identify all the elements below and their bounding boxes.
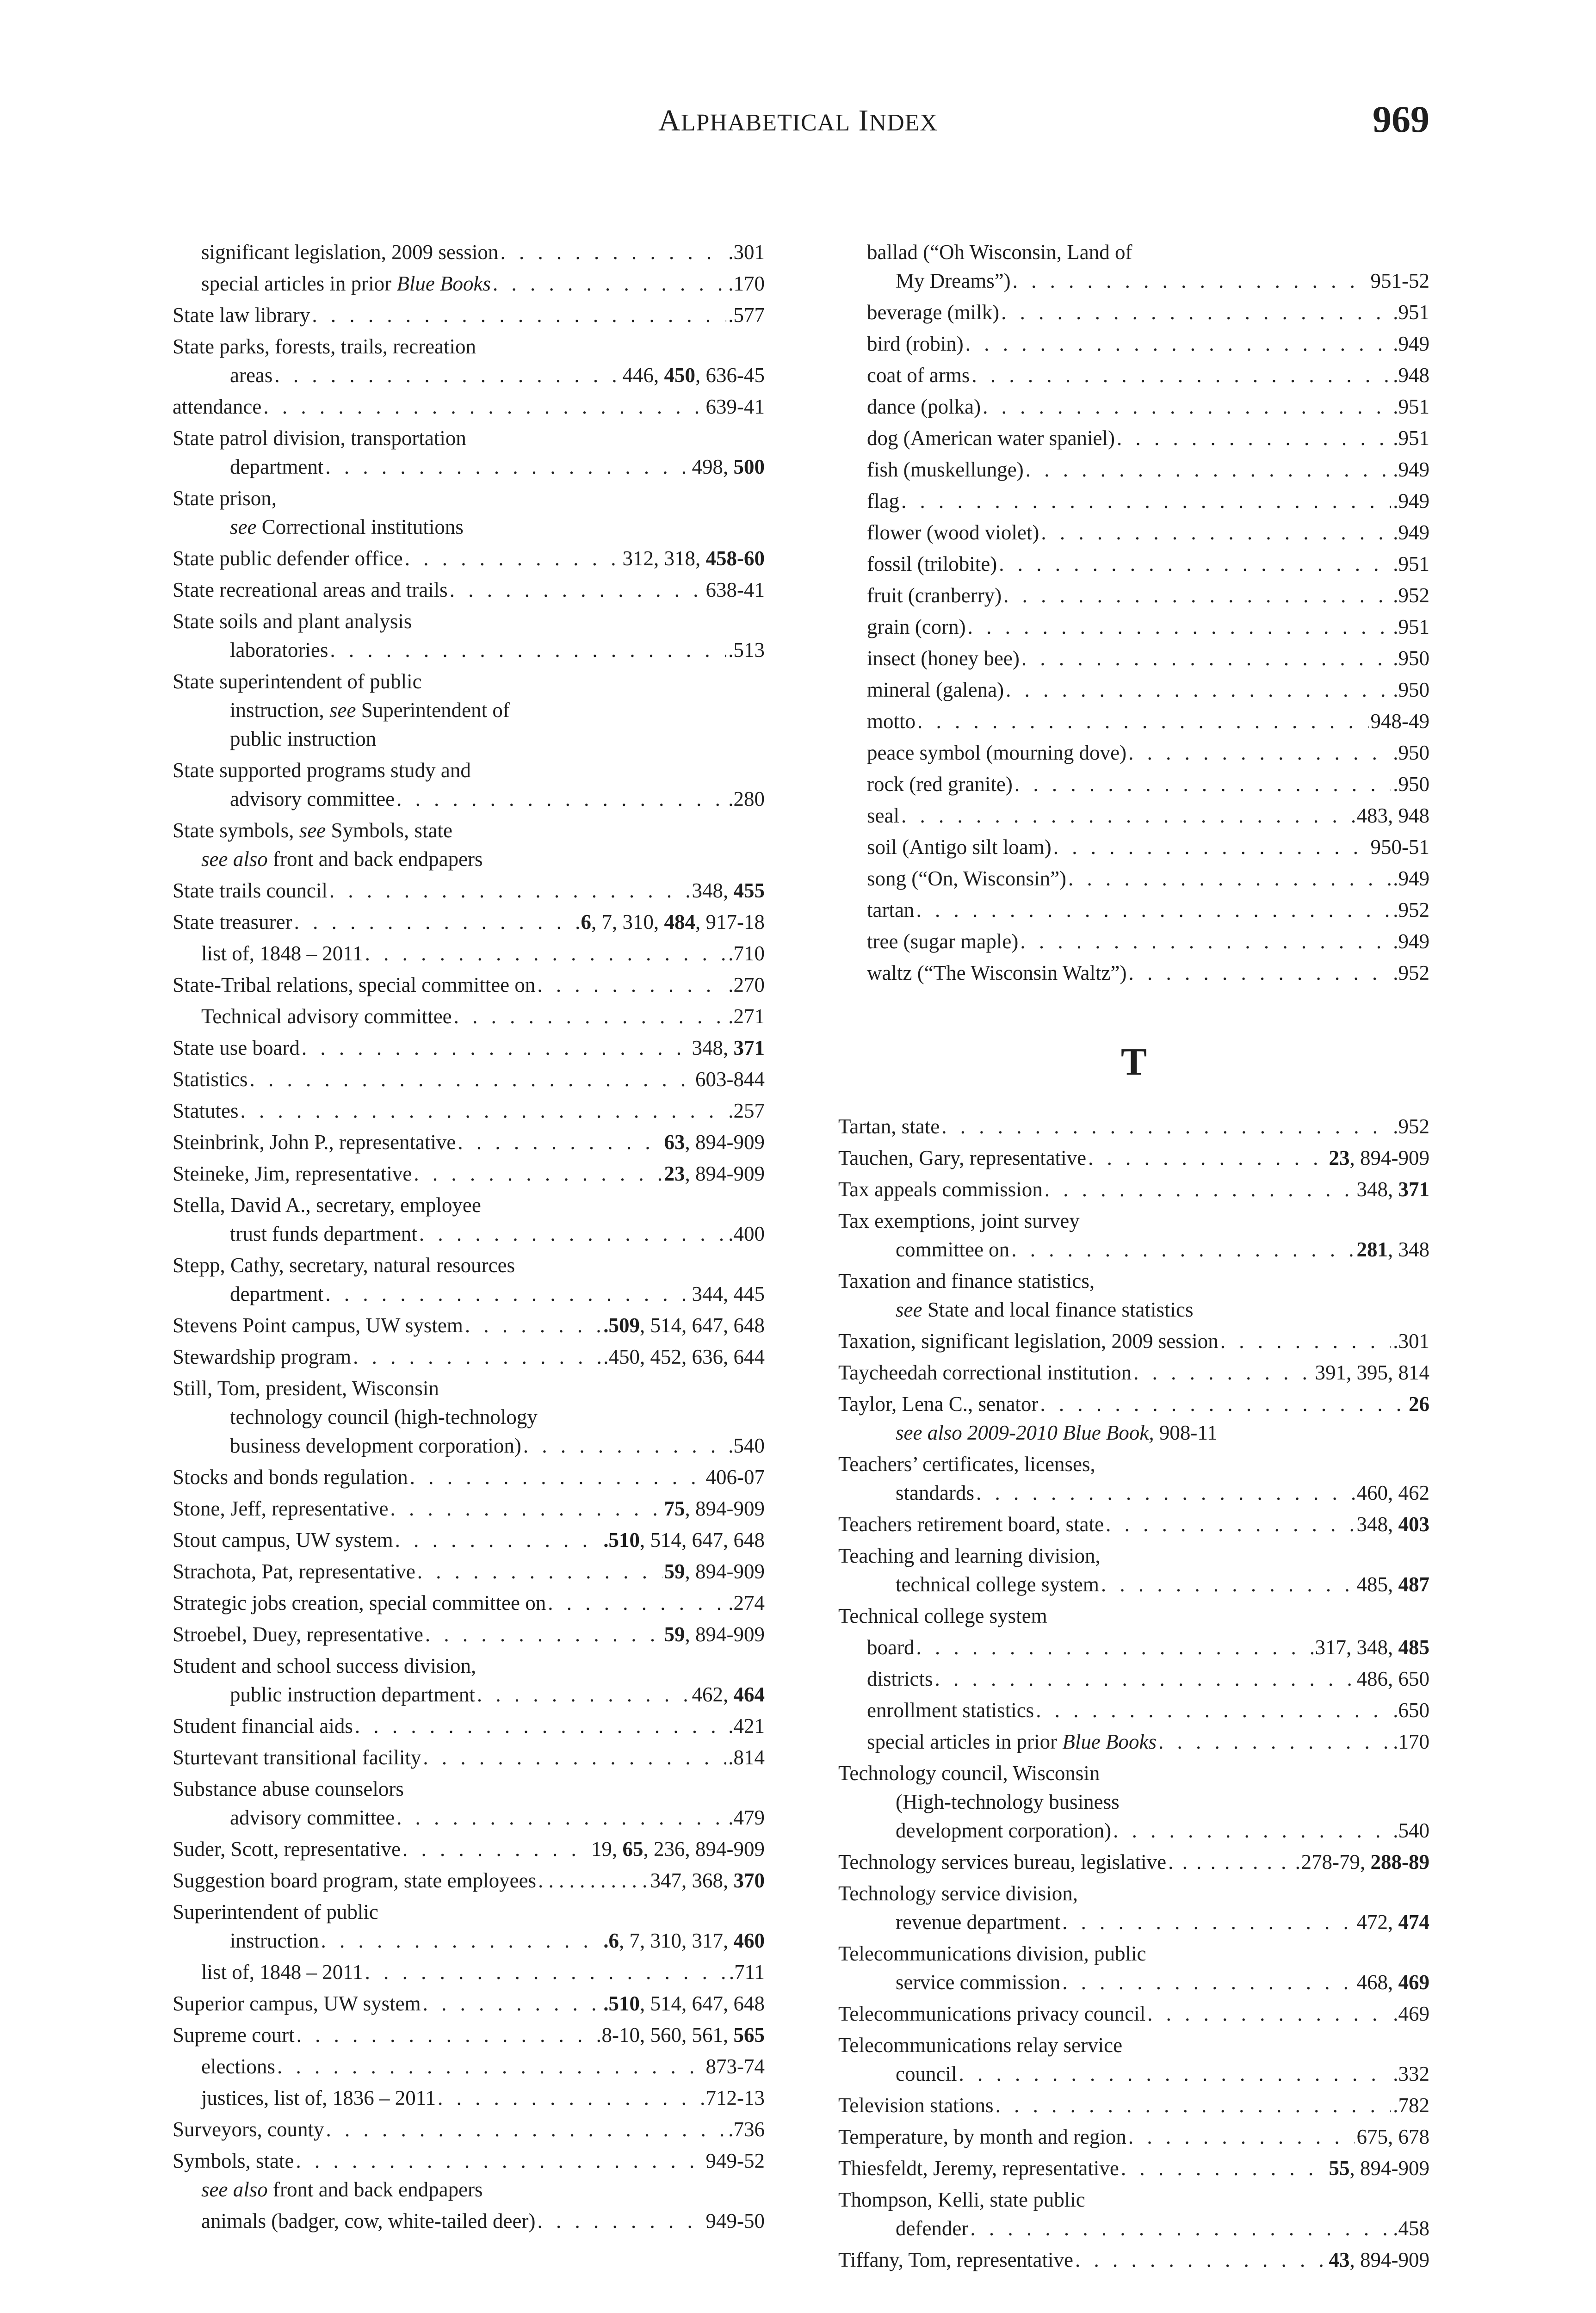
index-entry: Technology services bureau, legislative . . . 278-79, 288-89 — [838, 1848, 1429, 1876]
index-entry: Taxation and finance statistics, see State and local finance statistics — [838, 1269, 1194, 1321]
index-entry: Thompson, Kelli, state public defender . . . .458 — [838, 2185, 1429, 2243]
index-entry: special articles in prior Blue Books . . . .170 — [173, 269, 765, 298]
index-entry: Steinbrink, John P., representative . . . 63, 894-909 — [173, 1128, 765, 1156]
index-entry: insect (honey bee) . . . .950 — [838, 644, 1429, 673]
index-entry: State parks, forests, trails, recreation areas . . . 446, 450, 636-45 — [173, 332, 765, 390]
index-entry: Student financial aids . . . .421 — [173, 1712, 765, 1740]
index-entry: waltz (“The Wisconsin Waltz”) . . . .952 — [838, 959, 1429, 987]
index-entry: State law library . . . .577 — [173, 301, 765, 329]
index-entry: board . . . 317, 348, 485 — [838, 1633, 1429, 1662]
index-entry: districts . . . 486, 650 — [838, 1664, 1429, 1693]
index-entry: Thiesfeldt, Jeremy, representative . . . 55, 894-909 — [838, 2154, 1429, 2183]
index-entry: Taxation, significant legislation, 2009 session . . . .301 — [838, 1327, 1429, 1355]
index-entry: song (“On, Wisconsin”) . . . .949 — [838, 864, 1429, 893]
index-entry: flower (wood violet) . . . .949 — [838, 518, 1429, 547]
index-entry: Stout campus, UW system . . . .510, 514, 647, 648 — [173, 1526, 765, 1554]
index-entry: Telecommunications division, public service commission . . . 468, 469 — [838, 1939, 1429, 1997]
index-entry: State superintendent of public instruction, see Superintendent of public instruction — [173, 670, 510, 750]
index-entry: significant legislation, 2009 session . . . .301 — [173, 238, 765, 266]
index-entry: Superior campus, UW system . . . .510, 514, 647, 648 — [173, 1989, 765, 2018]
index-entry: Tax appeals commission . . . 348, 371 — [838, 1175, 1429, 1204]
index-entry: Statistics . . . 603-844 — [173, 1065, 765, 1094]
index-entry: Suggestion board program, state employees . . . 347, 368, 370 — [173, 1866, 765, 1895]
index-entry: attendance . . . 639-41 — [173, 392, 765, 421]
index-entry: list of, 1848 – 2011 . . . .710 — [173, 939, 765, 968]
index-entry: Sturtevant transitional facility . . . .814 — [173, 1743, 765, 1772]
index-entry: fossil (trilobite) . . . .951 — [838, 550, 1429, 578]
index-entry: Still, Tom, president, Wisconsin technology council (high-technology business development corporation) . . . .540 — [173, 1374, 765, 1460]
index-entry: Stroebel, Duey, representative . . . 59, 894-909 — [173, 1620, 765, 1649]
index-entry: Television stations . . . .782 — [838, 2091, 1429, 2120]
index-entry: special articles in prior Blue Books . . . .170 — [838, 1727, 1429, 1756]
index-entry: State patrol division, transportation department . . . 498, 500 — [173, 424, 765, 481]
index-entry: tartan . . . .952 — [838, 896, 1429, 924]
index-entry: ballad (“Oh Wisconsin, Land of My Dreams”) . . . 951-52 — [838, 238, 1429, 295]
index-entry: mineral (galena) . . . .950 — [838, 675, 1429, 704]
header-title-initial: A — [658, 104, 681, 137]
index-entry: Teachers’ certificates, licenses, standards . . . 460, 462 — [838, 1450, 1429, 1507]
index-entry: Supreme court . . . 8-10, 560, 561, 565 — [173, 2021, 765, 2049]
index-entry: coat of arms . . . .948 — [838, 361, 1429, 390]
index-entry: State trails council . . . 348, 455 — [173, 876, 765, 905]
index-entry: flag . . . .949 — [838, 487, 1429, 515]
index-entry: seal . . . 483, 948 — [838, 801, 1429, 830]
index-entry: Technical college system — [838, 1604, 1047, 1627]
index-entry: Suder, Scott, representative . . . 19, 65, 236, 894-909 — [173, 1835, 765, 1863]
header-title-initial-2: I — [858, 104, 869, 137]
index-entry: Technology council, Wisconsin (High-technology business development corporation) . . . .540 — [838, 1759, 1429, 1845]
index-entry: Strachota, Pat, representative . . . 59, 894-909 — [173, 1557, 765, 1586]
index-column-right — [838, 238, 1429, 2274]
index-entry: elections . . . 873-74 — [173, 2052, 765, 2081]
index-entry: peace symbol (mourning dove) . . . .950 — [838, 738, 1429, 767]
index-entry: Statutes . . . .257 — [173, 1096, 765, 1125]
index-entry: Symbols, state . . . 949-52 see also front and back endpapers — [173, 2146, 765, 2204]
index-entry: Stepp, Cathy, secretary, natural resources department . . . 344, 445 — [173, 1251, 765, 1308]
index-entry: tree (sugar maple) . . . .949 — [838, 927, 1429, 956]
index-entry: Superintendent of public instruction . . . .6, 7, 310, 317, 460 — [173, 1898, 765, 1955]
index-entry: Student and school success division, public instruction department . . . 462, 464 — [173, 1651, 765, 1709]
index-entry: Stocks and bonds regulation . . . 406-07 — [173, 1463, 765, 1491]
index-entry: enrollment statistics . . . .650 — [838, 1696, 1429, 1725]
index-entry: Strategic jobs creation, special committee on . . . .274 — [173, 1589, 765, 1617]
index-entry: State recreational areas and trails . . . 638-41 — [173, 575, 765, 604]
index-entry: soil (Antigo silt loam) . . . 950-51 — [838, 833, 1429, 861]
index-entry: Telecommunications privacy council . . . .469 — [838, 1999, 1429, 2028]
index-entry: State supported programs study and advisory committee . . . .280 — [173, 756, 765, 813]
index-entry: justices, list of, 1836 – 2011 . . . 712-13 — [173, 2084, 765, 2112]
index-entry: Tiffany, Tom, representative . . . 43, 894-909 — [838, 2245, 1429, 2274]
page-number: 969 — [1373, 98, 1429, 140]
index-entry: grain (corn) . . . .951 — [838, 612, 1429, 641]
index-entry: dance (polka) . . . .951 — [838, 392, 1429, 421]
index-entry: Teachers retirement board, state . . . 348, 403 — [838, 1510, 1429, 1539]
index-entry: State treasurer . . . 6, 7, 310, 484, 917-18 — [173, 908, 765, 936]
index-entry: beverage (milk) . . . .951 — [838, 298, 1429, 327]
index-entry: motto . . . 948-49 — [838, 707, 1429, 736]
index-entry: State use board . . . 348, 371 — [173, 1033, 765, 1062]
index-entry: list of, 1848 – 2011 . . . .711 — [173, 1958, 765, 1986]
index-entry: State prison, see Correctional institutions — [173, 487, 464, 538]
index-entry: State symbols, see Symbols, state see also front and back endpapers — [173, 819, 483, 871]
header-title-rest: LPHABETICAL — [680, 110, 851, 136]
index-entry: Tartan, state . . . .952 — [838, 1112, 1429, 1141]
index-entry: Stella, David A., secretary, employee trust funds department . . . .400 — [173, 1191, 765, 1248]
index-entry: bird (robin) . . . .949 — [838, 329, 1429, 358]
index-entry: animals (badger, cow, white-tailed deer) . . . 949-50 — [173, 2207, 765, 2235]
index-entry: Taylor, Lena C., senator . . . 26 see also 2009-2010 Blue Book, 908-11 — [838, 1390, 1429, 1447]
index-entry: fish (muskellunge) . . . .949 — [838, 455, 1429, 484]
index-entry: Tauchen, Gary, representative . . . 23, 894-909 — [838, 1144, 1429, 1172]
index-entry: Technical advisory committee . . . .271 — [173, 1002, 765, 1031]
section-letter-heading: T — [1120, 1040, 1147, 1083]
index-entry: Substance abuse counselors advisory committee . . . .479 — [173, 1775, 765, 1832]
index-entry: Stewardship program . . . .450, 452, 636, 644 — [173, 1342, 765, 1371]
index-entry: State-Tribal relations, special committee on . . . .270 — [173, 971, 765, 999]
index-entry: fruit (cranberry) . . . .952 — [838, 581, 1429, 610]
header-title — [0, 100, 1596, 144]
index-entry: Stone, Jeff, representative . . . 75, 894-909 — [173, 1494, 765, 1523]
index-entry: Teaching and learning division, technical college system . . . 485, 487 — [838, 1541, 1429, 1599]
index-column-left — [173, 238, 765, 2235]
index-entry: rock (red granite) . . . .950 — [838, 770, 1429, 798]
index-entry: Tax exemptions, joint survey committee on . . . 281, 348 — [838, 1206, 1429, 1264]
index-entry: Steineke, Jim, representative . . . 23, 894-909 — [173, 1159, 765, 1188]
index-entry: Technology service division, revenue department . . . 472, 474 — [838, 1879, 1429, 1936]
index-entry: Telecommunications relay service council . . . .332 — [838, 2031, 1429, 2088]
index-entry: Stevens Point campus, UW system . . . .509, 514, 647, 648 — [173, 1311, 765, 1340]
index-entry: Surveyors, county . . . .736 — [173, 2115, 765, 2144]
index-entry: Temperature, by month and region . . . 675, 678 — [838, 2122, 1429, 2151]
running-header — [0, 91, 1596, 146]
index-entry: dog (American water spaniel) . . . .951 — [838, 424, 1429, 452]
index-entry: State soils and plant analysis laboratories . . . .513 — [173, 607, 765, 664]
header-title-rest-2: NDEX — [869, 110, 938, 136]
index-entry: Taycheedah correctional institution . . . 391, 395, 814 — [838, 1358, 1429, 1387]
index-entry: State public defender office . . . 312, 318, 458-60 — [173, 544, 765, 573]
